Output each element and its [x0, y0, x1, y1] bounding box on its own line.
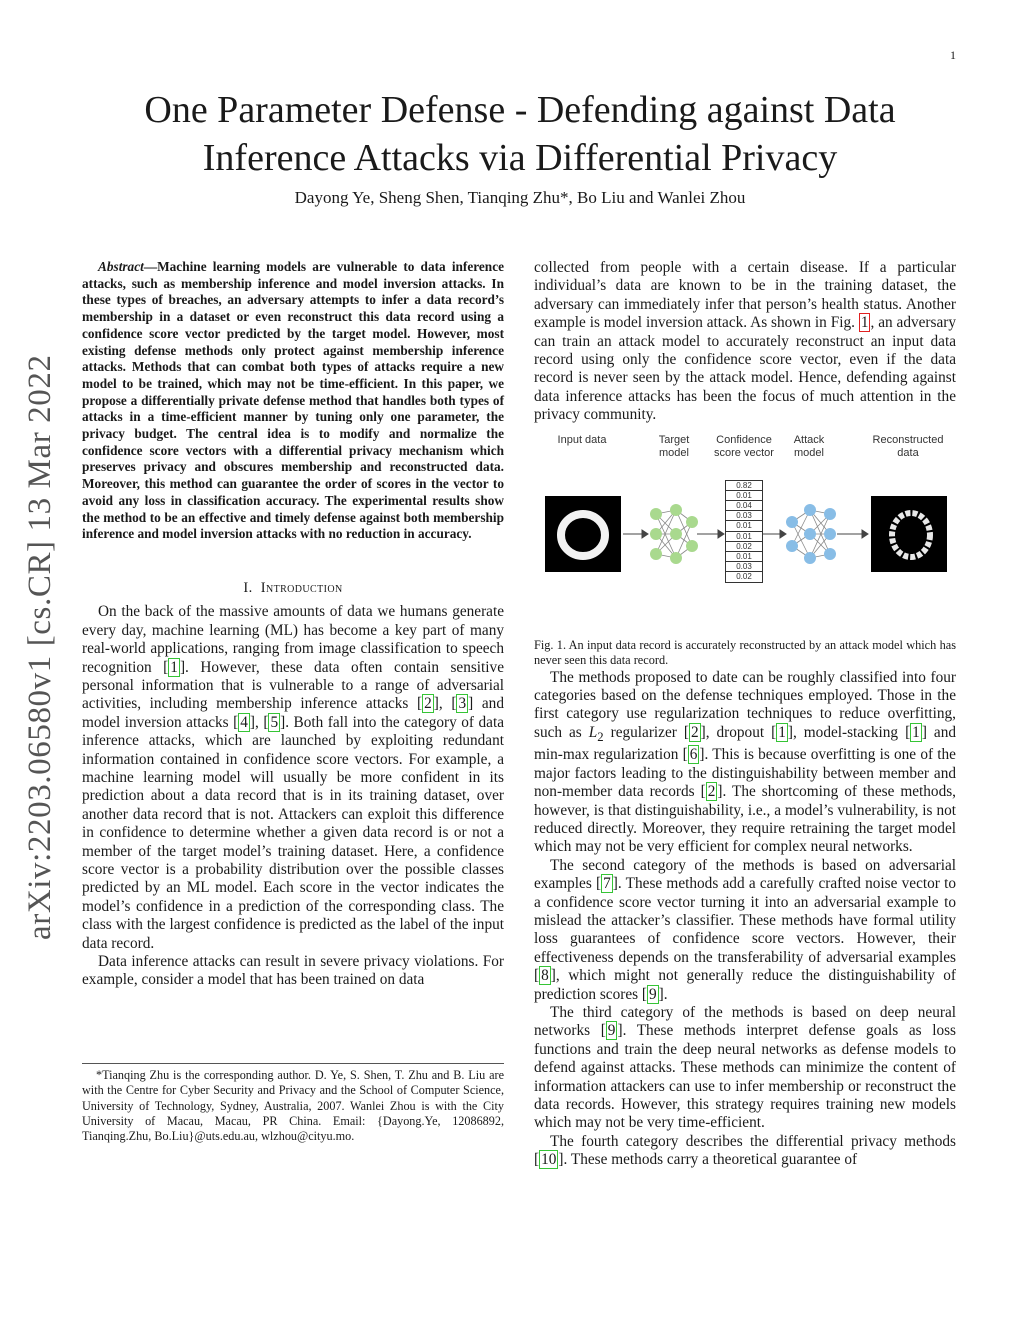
node: [824, 548, 836, 560]
node: [824, 528, 836, 540]
node: [786, 540, 798, 552]
citation-link[interactable]: 4: [240, 713, 248, 731]
text-run: On the back of the massive amounts of data we humans generate every day, machine learning (ML) has become a key part of many real-world applications, ranging from image classification to speech recognition: [82, 603, 504, 676]
node: [804, 504, 816, 516]
reconstructed-digit-image: [871, 496, 947, 572]
right-paragraph-3: The second category of the methods is based on adversarial examples [ 7 ]. These methods add a carefully crafted noise vector to a confidence score vector turning it into an adversarial example to mislead the attacker’s classifier. These methods have formal utility loss guarantees of confidence score vectors. However, their effectiveness depends on the transferability of adversarial examples [ 8 ], which might not generally reduce the distinguishability of prediction scores [ 9 ].: [534, 856, 957, 1003]
section-title: Introduction: [260, 579, 343, 596]
citation-link[interactable]: 9: [607, 1022, 616, 1040]
node: [786, 516, 798, 528]
right-paragraph-5: The fourth category describes the differential privacy methods [ 10 ]. These methods carry a theoretical guarantee of: [534, 1132, 956, 1169]
intro-paragraph-2: Data inference attacks can result in severe privacy violations. For example, consider a model that has been trained on data: [82, 953, 504, 989]
left-column: [82, 259, 504, 990]
node: [650, 508, 662, 520]
authors: Dayong Ye, Sheng Shen, Tianqing Zhu*, Bo Liu and Wanlei Zhou: [294, 188, 746, 207]
right-paragraph-4: The third category of the methods is based on deep neural networks [ 9 ]. These methods interpret defense goals as loss functions and train the deep neural networks as defense models to defend against attacks. These methods can minimize the content of information attackers can use to infer membership or reconstruct the data records. However, this strategy requires training new models which may not be very time-efficient.: [534, 1004, 957, 1132]
label-reconstructed-data: Reconstructed data: [872, 433, 944, 459]
citation-link[interactable]: 2: [690, 723, 699, 741]
node: [670, 528, 682, 540]
arrow-4-head: [862, 530, 868, 538]
text-run: , an adversary can train an attack model to accurately reconstruct an input data record using only the confidence score vector, even if the data record is never seen by the attack model. Hence, defending against data inference attacks has been the focus of much attention in the privacy community.: [534, 314, 956, 424]
math-symbol: L: [588, 723, 598, 741]
score-cell: 0.82: [726, 481, 762, 491]
confidence-score-vector: [725, 480, 763, 583]
score-cell: 0.02: [726, 542, 762, 552]
node: [804, 552, 816, 564]
text-run: , which might not generally reduce the distinguishability of prediction scores: [534, 967, 956, 1003]
score-cell: 0.03: [726, 511, 762, 521]
title-line-2: Inference Attacks via Differential Privacy: [202, 137, 838, 179]
figure-caption: Fig. 1. An input data record is accurately reconstructed by an attack model which has never seen this data record.: [534, 637, 956, 668]
text-run: and model inversion attacks: [82, 695, 504, 731]
node: [804, 528, 816, 540]
citation-link[interactable]: 6: [689, 746, 698, 764]
citation-link[interactable]: 7: [603, 875, 611, 893]
text-run: . Both fall into the category of data inference attacks, which are launched by exploiting redundant information contained in confidence score vectors. For example, a machine learning model will usually be more confident in its prediction about a data record that is in its training dataset, over another data record that is not. Attackers can exploit this difference in confidence to determine whether a given data record is or not a member of the target model’s training dataset. Here, a confidence score vector is a probability distribution over the possible classes predicted by an ML model. Each score in the vector indicates the model’s confidence in a prediction of the corresponding class. The class with the largest confidence is predicted as the label of the input data record.: [82, 713, 504, 952]
arrow-1-head: [642, 530, 648, 538]
score-cell: 0.01: [726, 552, 762, 562]
footnote-text: *Tianqing Zhu is the corresponding author. D. Ye, S. Shen, T. Zhu and B. Liu are with the Centre for Cyber Security and Privacy and the School of Computer Science, University of Technology, Sydney, Australia, 2007. Wanlei Zhou is with the City University of Macau, Macau, PR China. Email: {Dayong.Ye, 12086892, Tianqing.Zhu, Bo.Liu}@uts.edu.au, wlzhou@cityu.mo.: [82, 1068, 504, 1144]
abstract: [82, 259, 504, 543]
math-subscript: 2: [597, 729, 604, 744]
node: [824, 508, 836, 520]
arxiv-watermark: arXiv:2203.06580v1 [cs.CR] 13 Mar 2022: [22, 354, 58, 940]
abstract-text: —Machine learning models are vulnerable to data inference attacks, such as membership inference and model inversion attacks. In these types of breaches, an adversary attempts to infer a data record’s membership in a dataset or even reconstruct this data record using a confidence score vector predicted by the target model. However, most existing defense methods only protect against membership inference attacks. Methods that can combat both types of attacks require a new model to be trained, which may not be time-efficient. In this paper, we propose a differentially private defense method that handles both types of attacks in a time-efficient manner by tuning only one parameter, the privacy budget. The central idea is to modify and normalize the confidence score vectors with a differential privacy mechanism which preserves privacy and obscures membership and reconstructed data. Moreover, this method can guarantee the order of scores in the vector to avoid any loss in classification accuracy. The experimental results show the method to be an effective and timely defense against both membership inference and model inversion attacks with no reduction in accuracy.: [82, 259, 504, 542]
text-run: , dropout: [705, 723, 772, 741]
abstract-label: Abstract: [98, 259, 144, 274]
page-number: 1: [950, 48, 956, 62]
citation-link[interactable]: 9: [649, 985, 657, 1003]
label-target-model: Target model: [658, 433, 690, 459]
node: [670, 504, 682, 516]
citation-link[interactable]: 10: [541, 1151, 557, 1169]
text-run: The third category of the methods is based on deep neural networks: [534, 1004, 956, 1040]
paper-title: [80, 86, 960, 182]
right-column: [534, 259, 956, 1170]
text-run: . However, these data often contain sensitive personal information that is vulnerable to a range of adversarial activities, including membership inference attacks: [82, 658, 504, 713]
intro-paragraph-1: On the back of the massive amounts of data we humans generate every day, machine learning (ML) has become a key part of many real-world applications, ranging from image classification to speech recognition [ 1 ]. However, these data often contain sensitive personal information that is vulnerable to a range of adversarial activities, including membership inference attacks [ 2 ], [ 3 ] and model inversion attacks [ 4 ], [ 5 ]. Both fall into the category of data inference attacks, which are launched by exploiting redundant information contained in confidence score vectors. For example, a machine learning model will usually be more confident in its prediction about a data record that is in its training dataset, over another data record that is not. Attackers can exploit this difference in confidence to determine whether a given data record is or not a member of the target model’s training dataset. Here, a confidence score vector is a probability distribution over the possible classes predicted by an ML model. Each score in the vector indicates the model’s confidence in a prediction of the corresponding class. The class with the largest confidence is predicted as the label of the input data record.: [82, 603, 504, 952]
footnote: [82, 1063, 504, 1144]
text-run: . This is because overfitting is one of the major factors leading to the distinguishability between member and non-member data records: [534, 746, 956, 801]
label-input-data: Input data: [557, 433, 607, 446]
citation-link[interactable]: 1: [170, 658, 178, 676]
right-paragraph-2: The methods proposed to date can be roughly classified into four categories based on the defense techniques employed. Those in the first category use regularization techniques to reduce overfitting, such as $L_2$ regularizer [ 2 ], dropout [ 1 ], model-stacking [ 1 ] and min-max regularization [ 6 ]. This is because overfitting is one of the major factors leading to the distinguishability between member and non-member data records [ 2 ]. The shortcoming of these methods, however, is that distinguishability, i.e., a model’s vulnerability, is not reduced directly. Moreover, they require retraining the target model which may not be very efficient for complex neural networks.: [534, 668, 957, 856]
text-run: The second category of the methods is based on adversarial examples: [534, 856, 956, 893]
arrow-2-head: [718, 530, 724, 538]
text-run: , model-stacking: [792, 723, 906, 741]
figure-link[interactable]: 1: [860, 314, 869, 332]
attack-network-nodes: [786, 504, 836, 564]
text-run: ,: [438, 695, 452, 713]
score-cell: 0.03: [726, 562, 762, 572]
citation-link[interactable]: 8: [541, 967, 549, 985]
citation-link[interactable]: 5: [270, 713, 279, 731]
figure-1: [534, 433, 956, 638]
title-line-1: One Parameter Defense - Defending against Data: [144, 89, 896, 131]
text-run: and min-max regularization: [534, 723, 957, 764]
text-run: collected from people with a certain disease. If a particular individual’s data are known to be in the training dataset, the adversary can immediately infer that person’s health status. Another example is model inversion attack. As shown in Fig.: [534, 259, 956, 332]
citation-link[interactable]: 2: [424, 695, 432, 713]
node: [670, 552, 682, 564]
target-network-nodes: [650, 504, 698, 564]
node: [650, 528, 662, 540]
node: [686, 540, 698, 552]
score-cell: 0.01: [726, 491, 762, 501]
arrow-3-head: [780, 530, 786, 538]
label-confidence-vector: Confidence score vector: [714, 433, 774, 459]
label-attack-model: Attack model: [793, 433, 825, 459]
score-cell: 0.01: [726, 521, 762, 531]
score-cell: 0.04: [726, 501, 762, 511]
citation-link[interactable]: 3: [458, 695, 467, 713]
text-run: The methods proposed to date can be roughly classified into four categories based on the defense techniques employed. Those in the first category use regularization techniques to reduce overfitting, such as: [534, 668, 956, 741]
text-run: . These methods carry a theoretical guarantee of: [563, 1151, 858, 1169]
text-run: regularizer: [603, 723, 684, 741]
text-run: . The shortcoming of these methods, however, is that distinguishability, i.e., a model’s vulnerability, is not reduced directly. Moreover, they require retraining the target model which may not be very efficient for complex neural networks.: [534, 783, 957, 856]
text-run: .: [663, 985, 668, 1003]
node: [686, 516, 698, 528]
text-run: ,: [255, 713, 264, 731]
score-cell: 0.02: [736, 572, 752, 582]
score-cell: 0.01: [726, 532, 762, 542]
citation-link[interactable]: 1: [912, 723, 920, 741]
citation-link[interactable]: 2: [707, 783, 716, 801]
text-run: . These methods interpret defense goals as loss functions and train the deep neural networks as defense models to defend against attacks. These methods can minimize the content of information attackers can use to infer membership or reconstruct the data records. However, this strategy requires training new models which may not be very time-efficient.: [534, 1022, 957, 1132]
text-run: . These methods add a carefully crafted noise vector to a confidence score vector turning it into an adversarial example to mislead the attacker’s classifier. These methods have formal utility loss guarantees of confidence score vectors. However, their effectiveness depends on the transferability of adversarial examples: [534, 875, 957, 966]
section-number: I.: [243, 579, 253, 596]
right-paragraph-1: [534, 259, 956, 425]
text-run: The fourth category describes the differential privacy methods: [550, 1132, 956, 1150]
section-heading-introduction: [82, 579, 504, 597]
node: [650, 548, 662, 560]
citation-link[interactable]: 1: [778, 723, 786, 741]
